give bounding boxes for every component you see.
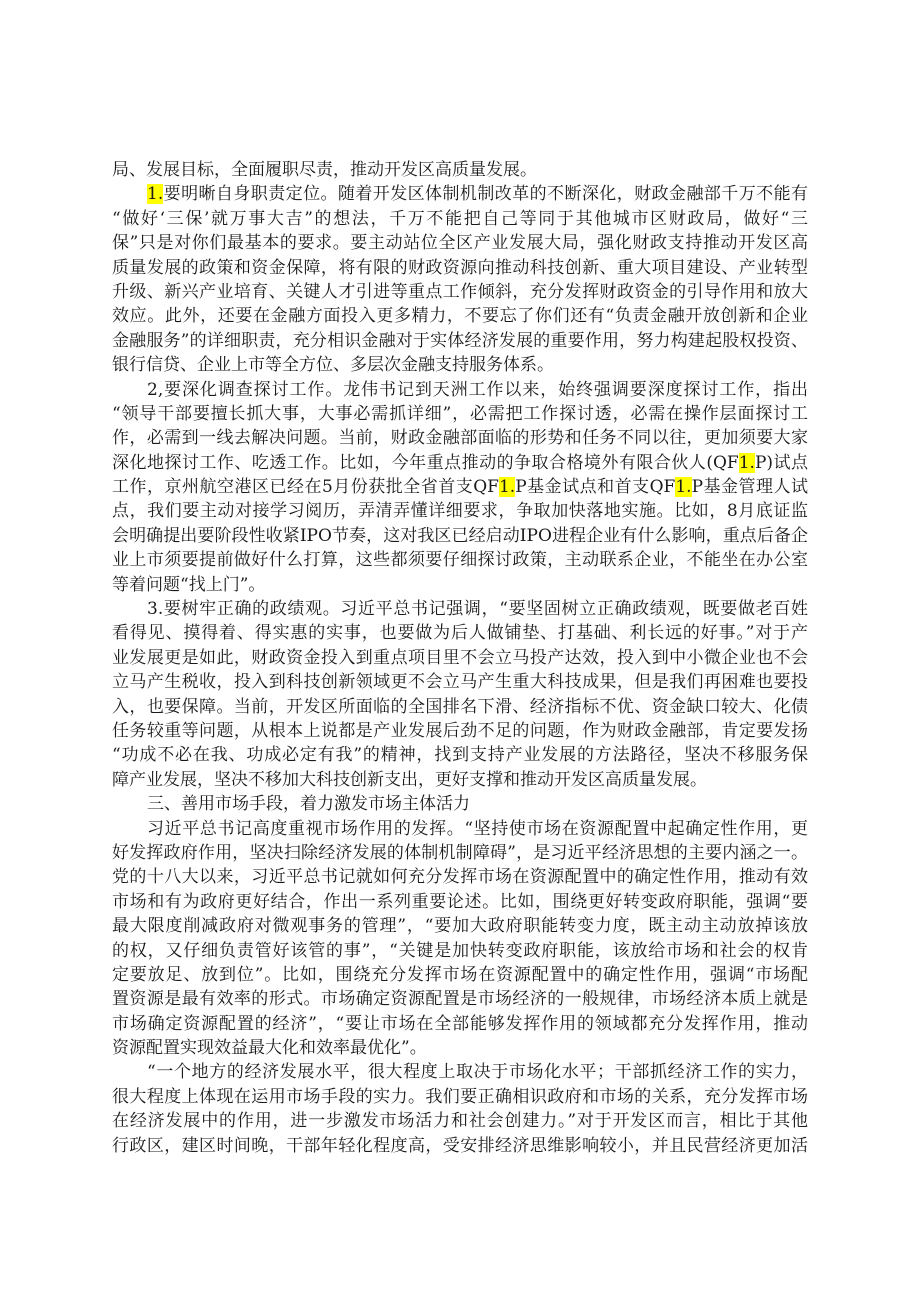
text-run: 的权，又仔细负责管好该管的事”，“关键是加快转变政府职能，该放给市场和社会的权肯 — [112, 940, 808, 961]
paragraph — [112, 182, 808, 377]
text-line — [112, 402, 808, 426]
text-run: 质量发展的政策和资金保障，将有限的财政资源向推动科技创新、重大项目建设、产业转型 — [112, 257, 808, 278]
text-run: 业上市须要提前做好什么打算，这些都须要仔细探讨政策，主动联系企业，不能坐在办公室 — [112, 550, 808, 571]
text-run: 置资源是最有效率的形式。市场确定资源配置是市场经济的一般规律，市场经济本质上就是 — [112, 989, 808, 1010]
highlighted-text: 1. — [498, 477, 516, 498]
text-run: 等着问题“找上门”。 — [112, 574, 266, 595]
text-run: 市场和有为政府更好结合，作出一系列重要论述。比如，围绕更好转变政府职能，强调“要 — [112, 891, 808, 912]
text-line — [112, 670, 808, 694]
text-line — [112, 548, 808, 572]
text-run: 点，我们要主动对接学习阅历，弄清弄懂详细要求，争取加快落地实施。比如，8月底证监 — [112, 501, 808, 522]
paragraph — [112, 597, 808, 792]
text-run: 2,要深化调查探讨工作。龙伟书记到天洲工作以来，始终强调要深度探讨工作，指出 — [147, 379, 808, 400]
text-run: 3.要树牢正确的政绩观。习近平总书记强调，“要坚固树立正确政绩观，既要做老百姓 — [147, 599, 808, 620]
text-line — [112, 256, 808, 280]
text-run: P基金试点和首支QF — [515, 477, 676, 498]
text-run: 习近平总书记高度重视市场作用的发挥。“坚持使市场在资源配置中起确定性作用，更 — [147, 818, 808, 839]
text-run: 入，也要保障。当前，开发区所面临的全国排名下滑、经济指标不优、资金缺口较大、化债 — [112, 696, 808, 717]
text-run: 深化地探讨工作、吃透工作。比如，今年重点推动的争取合格境外有限合伙人(QF — [112, 452, 739, 473]
text-run: “一个地方的经济发展水平，很大程度上取决于市场化水平；干部抓经济工作的实力， — [147, 1062, 808, 1083]
text-line — [112, 841, 808, 865]
text-line — [112, 817, 808, 841]
text-line — [112, 695, 808, 719]
text-line — [112, 280, 808, 304]
text-run: P)试点 — [754, 452, 808, 473]
text-line — [112, 890, 808, 914]
text-line — [112, 524, 808, 548]
text-line — [112, 1036, 808, 1060]
highlighted-text: 1. — [675, 477, 692, 498]
text-run: 行政区，建区时间晚，干部年轻化程度高，受安排经济思维影响较小，并且民营经济更加活 — [112, 1135, 808, 1156]
text-line — [112, 182, 808, 206]
text-line — [112, 768, 808, 792]
text-line — [112, 1060, 808, 1084]
text-line — [112, 1134, 808, 1158]
text-run: 很大程度上体现在运用市场手段的实力。我们要正确相识政府和市场的关系，充分发挥市场 — [112, 1086, 808, 1107]
text-line — [112, 1085, 808, 1109]
text-line — [112, 865, 808, 889]
paragraph — [112, 378, 808, 598]
text-run: 效应。此外，还要在金融方面投入更多精力，不要忘了你们还有“负责金融开放创新和企业 — [112, 306, 808, 327]
text-run: 立马产生税收，投入到科技创新领域更不会立马产生重大科技成果，但是我们再困难也要投 — [112, 672, 808, 693]
text-run: 业发展更是如此，财政资金投入到重点项目里不会立马投产达效，投入到中小微企业也不会 — [112, 647, 808, 668]
section-heading — [112, 792, 808, 816]
text-run: 市场确定资源配置的经济”，“要让市场在全部能够发挥作用的领域都充分发挥作用，推动 — [112, 1013, 808, 1034]
text-line — [112, 475, 808, 499]
text-run: 会明确提出要阶段性收紧IPO节奏，这对我区已经启动IPO进程企业有什么影响，重点后备企 — [112, 525, 808, 546]
text-line — [112, 597, 808, 621]
text-line — [112, 573, 808, 597]
text-run: P基金管理人试 — [691, 477, 808, 498]
text-run: 要明晰自身职责定位。随着开发区体制机制改革的不断深化，财政金融部千万不能有 — [163, 184, 808, 205]
paragraph — [112, 158, 808, 182]
text-run: 升级、新兴产业培育、关键人才引进等重点工作倾斜，充分发挥财政资金的引导作用和放大 — [112, 281, 808, 302]
text-line — [112, 621, 808, 645]
text-run: 看得见、摸得着、得实惠的实事，也要做为后人做铺垫、打基础、利长远的好事。”对于产 — [112, 623, 808, 644]
text-line — [112, 743, 808, 767]
text-line — [112, 914, 808, 938]
text-line — [112, 987, 808, 1011]
text-run: 好发挥政府作用，坚决扫除经济发展的体制机制障碍”，是习近平经济思想的主要内涵之一。 — [112, 842, 808, 863]
text-run: 在经济发展中的作用，进一步激发市场活力和社会创建力。”对于开发区而言，相比于其他 — [112, 1111, 808, 1132]
text-run: 金融服务”的详细职责，充分相识金融对于实体经济发展的重要作用，努力构建起股权投资、 — [112, 330, 808, 351]
text-line — [112, 1109, 808, 1133]
text-line — [112, 207, 808, 231]
text-line — [112, 1012, 808, 1036]
text-line — [112, 231, 808, 255]
text-run: 定要放足、放到位”。比如，围绕充分发挥市场在资源配置中的确定性作用，强调“市场配 — [112, 964, 808, 985]
text-run: 最大限度削减政府对微观事务的管理”，“要加大政府职能转变力度，既主动主动放掉该放 — [112, 916, 808, 937]
paragraph — [112, 1060, 808, 1158]
text-line — [112, 329, 808, 353]
text-run: 障产业发展，坚决不移加大科技创新支出，更好支撑和推动开发区高质量发展。 — [112, 769, 707, 790]
text-line — [112, 646, 808, 670]
text-line — [112, 939, 808, 963]
text-run: “领导干部要擅长抓大事，大事必需抓详细”，必需把工作探讨透，必需在操作层面探讨工 — [112, 403, 808, 424]
text-run: 任务较重等问题，从根本上说都是产业发展后劲不足的问题，作为财政金融部，肯定要发扬 — [112, 720, 808, 741]
text-line — [112, 499, 808, 523]
paragraph — [112, 817, 808, 1061]
text-run: 保”只是对你们最基本的要求。要主动站位全区产业发展大局，强化财政支持推动开发区高 — [112, 233, 808, 254]
text-run: 局、发展目标，全面履职尽责，推动开发区高质量发展。 — [112, 160, 537, 180]
text-run: “做好‘三保’就万事大吉”的想法，千万不能把自己等同于其他城市区财政局，做好“三 — [112, 208, 808, 229]
text-line — [112, 792, 808, 816]
text-run: 银行信贷、企业上市等全方位、多层次金融支持服务体系。 — [112, 355, 554, 376]
text-run: 作，必需到一线去解决问题。当前，财政金融部面临的形势和任务不同以往，更加须要大家 — [112, 428, 808, 449]
text-line — [112, 304, 808, 328]
text-line — [112, 426, 808, 450]
text-run: 工作，京州航空港区已经在5月份获批全省首支QF — [112, 477, 499, 498]
text-line — [112, 963, 808, 987]
text-line — [112, 719, 808, 743]
text-line — [112, 158, 808, 182]
highlighted-text: 1. — [738, 452, 755, 473]
text-line — [112, 353, 808, 377]
text-run: 资源配置实现效益最大化和效率最优化”。 — [112, 1038, 427, 1059]
text-run: 党的十八大以来，习近平总书记就如何充分发挥市场在资源配置中的确定性作用，推动有效 — [112, 867, 808, 888]
text-run: “功成不必在我、功成必定有我”的精神，找到支持产业发展的方法路径，坚决不移服务保 — [112, 745, 808, 766]
text-line — [112, 451, 808, 475]
document-body — [112, 158, 808, 1158]
text-run: 三、善用市场手段，着力激发市场主体活力 — [147, 794, 470, 815]
highlighted-text: 1. — [147, 184, 164, 205]
text-line — [112, 378, 808, 402]
